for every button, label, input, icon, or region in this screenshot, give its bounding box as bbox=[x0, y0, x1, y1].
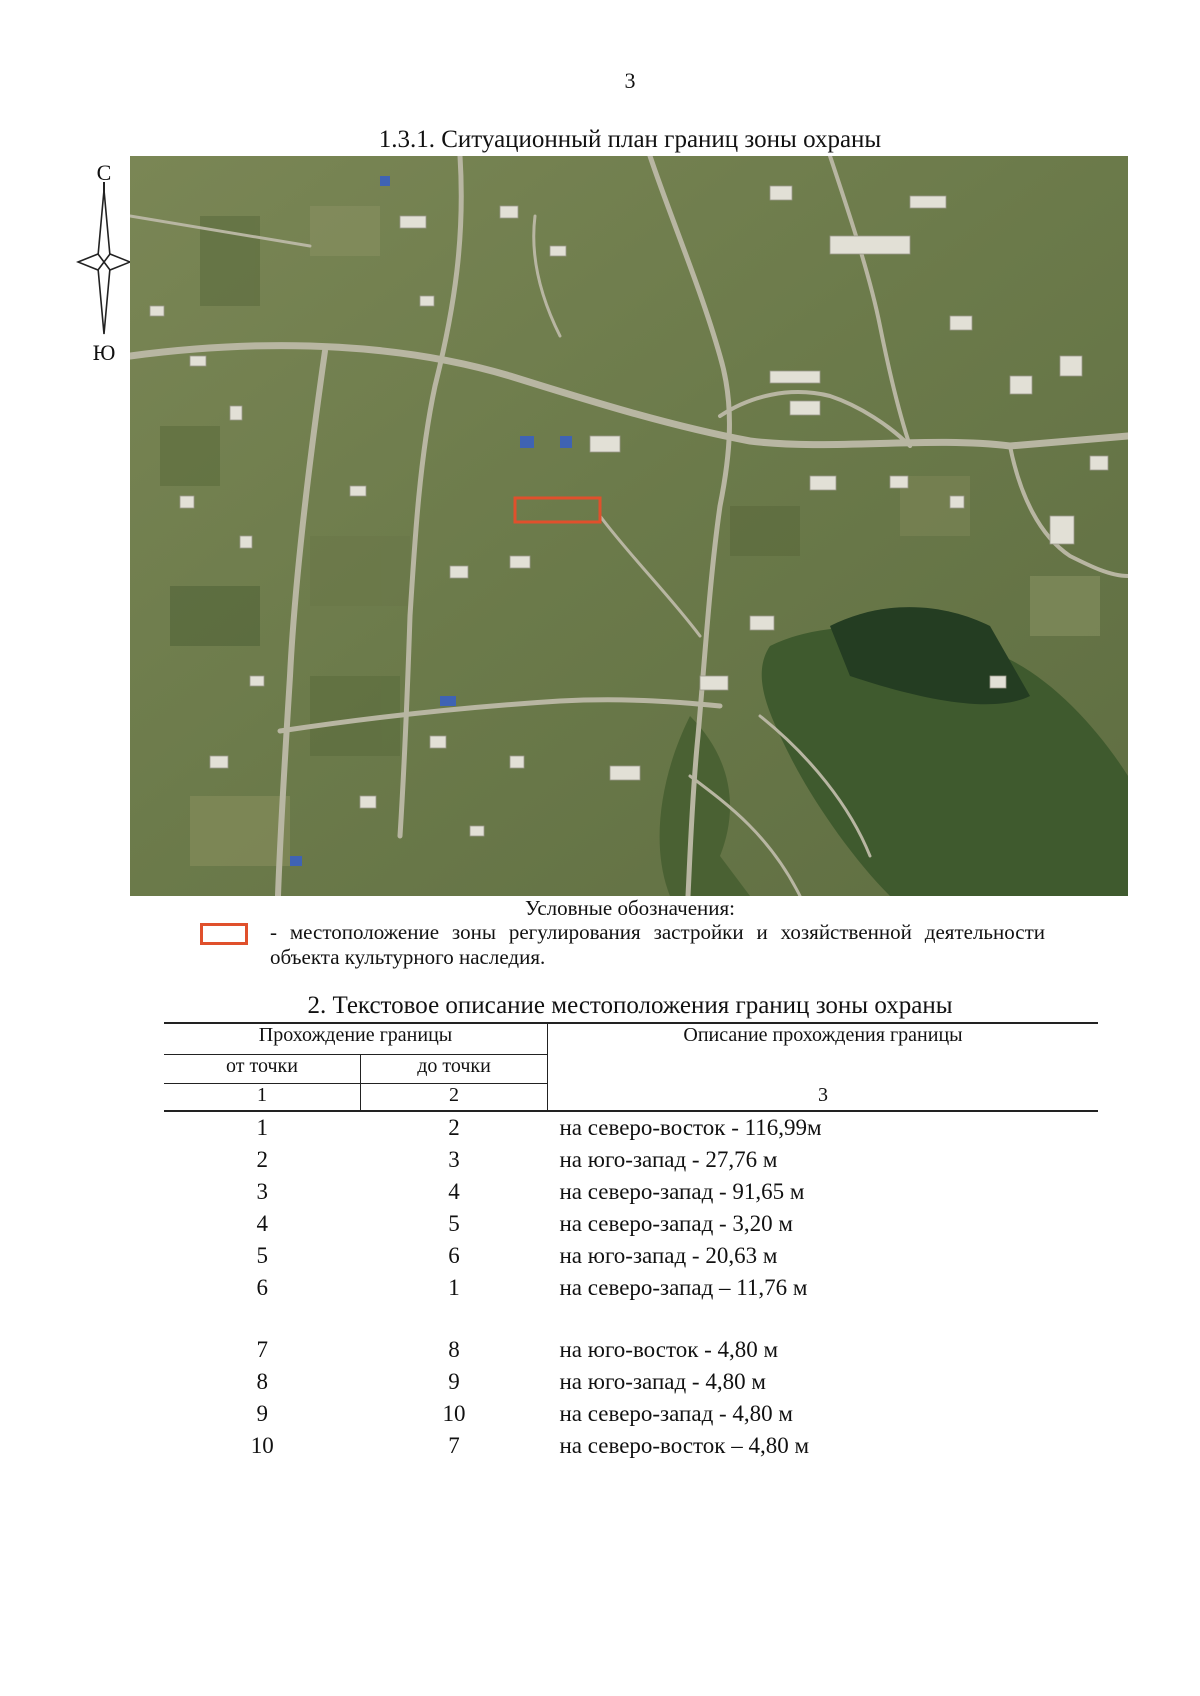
legend-swatch-icon bbox=[200, 923, 248, 945]
table-row bbox=[164, 1366, 1098, 1398]
from-point: 9 bbox=[256, 1401, 268, 1426]
segment-description: на северо-восток - 116,99м bbox=[559, 1115, 822, 1140]
segment-description: на северо-запад - 3,20 м bbox=[559, 1211, 793, 1236]
segment-description: на северо-запад – 11,76 м bbox=[559, 1275, 808, 1300]
table-title: 2. Текстовое описание местоположения границ зоны охраны bbox=[307, 992, 953, 1019]
section-title: 1.3.1. Ситуационный план границ зоны охраны bbox=[378, 126, 882, 153]
from-point: 7 bbox=[256, 1337, 268, 1362]
segment-description: на северо-запад - 4,80 м bbox=[559, 1401, 793, 1426]
table-row bbox=[164, 1272, 1098, 1304]
from-point: 5 bbox=[256, 1243, 268, 1268]
column-number: 1 bbox=[164, 1084, 361, 1112]
south-label: Ю bbox=[92, 340, 116, 365]
segment-description: на юго-запад - 4,80 м bbox=[559, 1369, 766, 1394]
header-description: Описание прохождения границы bbox=[548, 1023, 1099, 1084]
column-number: 3 bbox=[548, 1084, 1099, 1112]
from-point: 6 bbox=[256, 1275, 268, 1300]
satellite-map bbox=[130, 156, 1128, 896]
to-point: 7 bbox=[448, 1433, 460, 1458]
to-point: 1 bbox=[448, 1275, 460, 1300]
table-row bbox=[164, 1398, 1098, 1430]
table-row bbox=[164, 1144, 1098, 1176]
segment-description: на северо-восток – 4,80 м bbox=[559, 1433, 810, 1458]
segment-description: на юго-запад - 20,63 м bbox=[559, 1243, 778, 1268]
north-arrow bbox=[76, 160, 132, 370]
north-label: С bbox=[96, 160, 112, 185]
map-graphic bbox=[130, 156, 1128, 896]
header-from: от точки bbox=[164, 1055, 361, 1084]
table-row bbox=[164, 1240, 1098, 1272]
page-number: 3 bbox=[624, 68, 636, 93]
header-to: до точки bbox=[361, 1055, 548, 1084]
to-point: 6 bbox=[448, 1243, 460, 1268]
from-point: 4 bbox=[256, 1211, 268, 1236]
to-point: 10 bbox=[442, 1401, 466, 1426]
to-point: 4 bbox=[448, 1179, 460, 1204]
legend-heading: Условные обозначения: bbox=[524, 896, 736, 920]
table-row bbox=[164, 1111, 1098, 1144]
header-passage: Прохождение границы bbox=[164, 1023, 548, 1055]
from-point: 10 bbox=[250, 1433, 274, 1458]
from-point: 3 bbox=[256, 1179, 268, 1204]
legend-text: - местоположение зоны регулирования застройки и хозяйственной деятельности объекта культурного наследия. bbox=[270, 920, 1045, 969]
to-point: 3 bbox=[448, 1147, 460, 1172]
from-point: 8 bbox=[256, 1369, 268, 1394]
from-point: 1 bbox=[256, 1115, 268, 1140]
table-row bbox=[164, 1334, 1098, 1366]
table-row bbox=[164, 1430, 1098, 1462]
boundary-table bbox=[164, 1022, 1098, 1462]
table-row bbox=[164, 1176, 1098, 1208]
table-row bbox=[164, 1208, 1098, 1240]
table-spacer bbox=[164, 1304, 1098, 1334]
segment-description: на юго-восток - 4,80 м bbox=[559, 1337, 779, 1362]
column-number: 2 bbox=[361, 1084, 548, 1112]
segment-description: на северо-запад - 91,65 м bbox=[559, 1179, 805, 1204]
to-point: 8 bbox=[448, 1337, 460, 1362]
to-point: 2 bbox=[448, 1115, 460, 1140]
legend-item bbox=[200, 920, 1045, 970]
to-point: 9 bbox=[448, 1369, 460, 1394]
segment-description: на юго-запад - 27,76 м bbox=[559, 1147, 778, 1172]
to-point: 5 bbox=[448, 1211, 460, 1236]
from-point: 2 bbox=[256, 1147, 268, 1172]
compass-rose-icon bbox=[76, 182, 132, 342]
